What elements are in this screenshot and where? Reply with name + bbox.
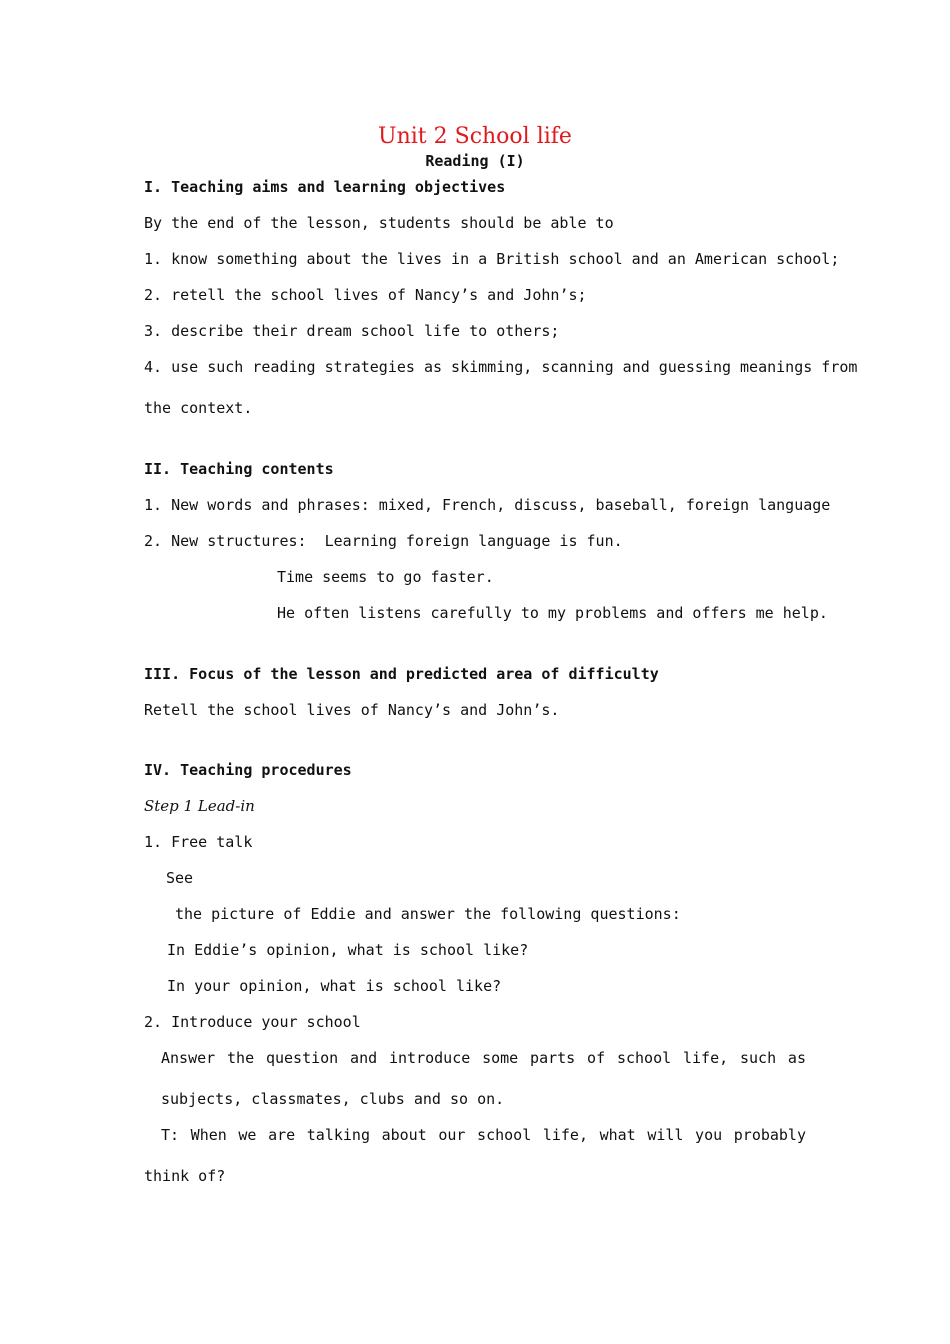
aim-item: 4. use such reading strategies as skimming, scanning and guessing meanings from — [144, 358, 858, 376]
procedure-paragraph-continuation: think of? — [144, 1167, 226, 1185]
document-title: Unit 2 School life — [378, 124, 572, 149]
procedure-line: 2. Introduce your school — [144, 1013, 361, 1031]
section-heading-focus: III. Focus of the lesson and predicted area of difficulty — [144, 665, 659, 683]
procedure-line: 1. Free talk — [144, 833, 253, 851]
step-heading: Step 1 Lead-in — [144, 797, 255, 815]
aim-item-continuation: the context. — [144, 399, 253, 417]
section-heading-aims: I. Teaching aims and learning objectives — [144, 178, 506, 196]
aim-item: 1. know something about the lives in a British school and an American school; — [144, 250, 840, 268]
procedure-paragraph: Answer the question and introduce some parts of school life, such as — [161, 1049, 806, 1067]
document-subtitle: Reading (I) — [425, 152, 525, 170]
procedure-question: In your opinion, what is school like? — [167, 977, 502, 995]
procedure-line: the picture of Eddie and answer the following questions: — [175, 905, 681, 923]
content-structure: Time seems to go faster. — [277, 568, 494, 586]
content-item: 1. New words and phrases: mixed, French, discuss, baseball, foreign language — [144, 496, 831, 514]
content-item: 2. New structures: Learning foreign language is fun. — [144, 532, 623, 550]
aim-item: 2. retell the school lives of Nancy’s and John’s; — [144, 286, 587, 304]
content-structure: He often listens carefully to my problems and offers me help. — [277, 604, 828, 622]
procedure-line: See — [166, 869, 194, 887]
focus-text: Retell the school lives of Nancy’s and John’s. — [144, 701, 560, 719]
section-heading-contents: II. Teaching contents — [144, 460, 334, 478]
aim-item: 3. describe their dream school life to others; — [144, 322, 560, 340]
section-heading-procedures: IV. Teaching procedures — [144, 761, 352, 779]
procedure-paragraph-continuation: subjects, classmates, clubs and so on. — [161, 1090, 505, 1108]
procedure-paragraph: T: When we are talking about our school life, what will you probably — [161, 1126, 806, 1144]
aims-intro: By the end of the lesson, students should be able to — [144, 214, 614, 232]
procedure-question: In Eddie’s opinion, what is school like? — [167, 941, 529, 959]
